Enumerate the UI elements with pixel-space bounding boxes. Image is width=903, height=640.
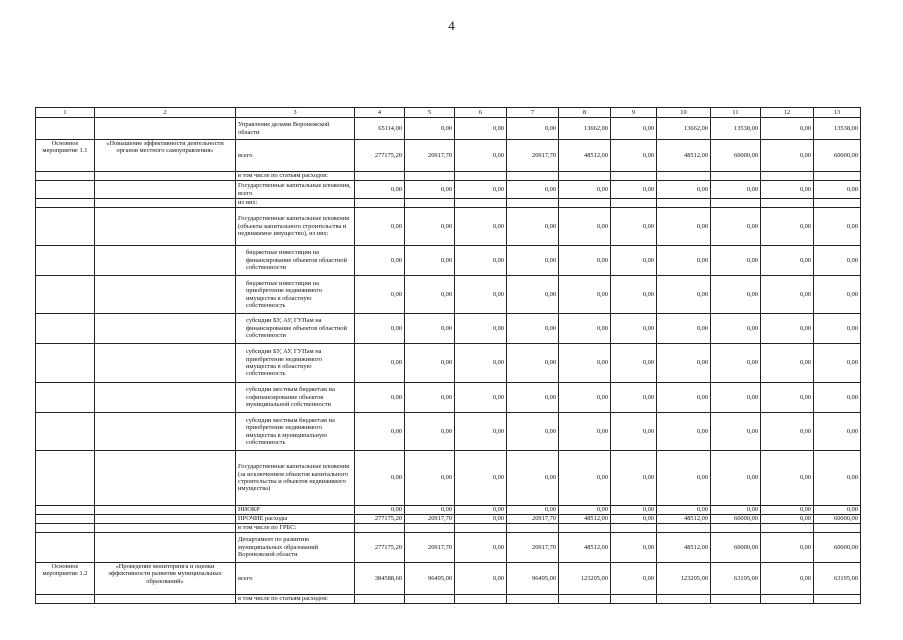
value-cell [814, 595, 861, 604]
value-cell: 0,00 [507, 344, 559, 383]
activity-name-cell: «Проведение мониторинга и оценки эффективности развития муниципальных образований» [95, 563, 236, 595]
value-cell [405, 524, 455, 533]
value-cell: 0,00 [405, 451, 455, 506]
value-cell: 0,00 [814, 451, 861, 506]
value-cell: 0,00 [559, 181, 611, 199]
table-row [36, 515, 861, 524]
value-cell: 0,00 [405, 118, 455, 140]
value-cell: 277175,20 [355, 515, 405, 524]
value-cell: 0,00 [761, 506, 814, 515]
expense-item-cell: всего [236, 563, 355, 595]
activity-code-cell: Основное мероприятие 1.2 [36, 563, 95, 595]
value-cell: 0,00 [507, 118, 559, 140]
value-cell: 65114,00 [355, 118, 405, 140]
value-cell: 0,00 [611, 383, 657, 413]
value-cell: 0,00 [711, 314, 761, 344]
value-cell: 0,00 [405, 246, 455, 276]
value-cell [355, 172, 405, 181]
table-row [36, 276, 861, 314]
value-cell [814, 199, 861, 208]
value-cell: 0,00 [507, 246, 559, 276]
activity-code-cell [36, 276, 95, 314]
value-cell: 123205,00 [559, 563, 611, 595]
value-cell: 0,00 [761, 413, 814, 451]
value-cell: 0,00 [455, 314, 507, 344]
value-cell [455, 595, 507, 604]
value-cell [711, 199, 761, 208]
expense-item-cell: в том числе по статьям расходов: [236, 595, 355, 604]
activity-code-cell [36, 524, 95, 533]
value-cell: 20917,70 [507, 533, 559, 563]
expense-item-cell: всего [236, 140, 355, 172]
value-cell: 0,00 [711, 246, 761, 276]
value-cell: 13538,00 [711, 118, 761, 140]
value-cell: 277175,20 [355, 140, 405, 172]
value-cell: 0,00 [355, 451, 405, 506]
value-cell: 0,00 [657, 276, 711, 314]
activity-name-cell [95, 533, 236, 563]
activity-name-cell [95, 118, 236, 140]
expense-item-cell: в том числе по статьям расходов: [236, 172, 355, 181]
value-cell: 0,00 [559, 246, 611, 276]
value-cell: 0,00 [761, 118, 814, 140]
value-cell: 0,00 [657, 181, 711, 199]
value-cell: 0,00 [657, 208, 711, 246]
column-header: 13 [814, 108, 861, 118]
value-cell: 13662,00 [657, 118, 711, 140]
value-cell: 0,00 [761, 563, 814, 595]
value-cell: 0,00 [611, 140, 657, 172]
expense-item-cell: субсидии БУ, АУ, ГУПам на приобретение недвижимого имущества в областную собственность [236, 344, 355, 383]
value-cell: 0,00 [455, 140, 507, 172]
value-cell: 0,00 [355, 208, 405, 246]
value-cell: 60000,00 [814, 515, 861, 524]
expense-item-cell: Государственные капитальные вложения (за исключением объектов капитального строительства и объектов недвижимого имущества) [236, 451, 355, 506]
value-cell: 96495,00 [405, 563, 455, 595]
value-cell: 0,00 [761, 451, 814, 506]
value-cell: 48512,00 [559, 140, 611, 172]
value-cell: 0,00 [455, 208, 507, 246]
value-cell: 0,00 [761, 246, 814, 276]
column-header: 7 [507, 108, 559, 118]
value-cell: 0,00 [657, 506, 711, 515]
value-cell: 0,00 [761, 533, 814, 563]
value-cell: 123205,00 [657, 563, 711, 595]
activity-name-cell [95, 413, 236, 451]
table-row [36, 563, 861, 595]
table-row [36, 524, 861, 533]
value-cell: 0,00 [761, 515, 814, 524]
value-cell: 0,00 [814, 314, 861, 344]
value-cell: 0,00 [761, 314, 814, 344]
value-cell: 0,00 [761, 140, 814, 172]
value-cell: 0,00 [355, 383, 405, 413]
expense-item-cell: бюджетные инвестиции на финансирование объектов областной собственности [236, 246, 355, 276]
value-cell: 0,00 [611, 314, 657, 344]
value-cell [814, 524, 861, 533]
value-cell [559, 199, 611, 208]
value-cell: 0,00 [455, 344, 507, 383]
expense-item-cell: Государственные капитальные вложения (объекты капитального строительства и недвижимое имущество), из них: [236, 208, 355, 246]
table-row [36, 140, 861, 172]
value-cell: 0,00 [761, 383, 814, 413]
table-row [36, 533, 861, 563]
value-cell: 0,00 [814, 246, 861, 276]
value-cell: 0,00 [355, 506, 405, 515]
expense-item-cell: ПРОЧИЕ расходы [236, 515, 355, 524]
value-cell: 0,00 [611, 563, 657, 595]
value-cell [711, 524, 761, 533]
value-cell: 0,00 [711, 276, 761, 314]
value-cell: 0,00 [711, 181, 761, 199]
value-cell: 0,00 [405, 314, 455, 344]
value-cell: 0,00 [455, 451, 507, 506]
activity-code-cell [36, 451, 95, 506]
value-cell: 0,00 [814, 181, 861, 199]
table-row [36, 199, 861, 208]
activity-code-cell [36, 181, 95, 199]
value-cell [611, 524, 657, 533]
value-cell [355, 595, 405, 604]
value-cell: 60000,00 [711, 140, 761, 172]
value-cell [405, 199, 455, 208]
value-cell [711, 172, 761, 181]
table-row [36, 118, 861, 140]
value-cell: 20917,70 [405, 140, 455, 172]
table-row [36, 246, 861, 276]
activity-name-cell: «Повышение эффективности деятельности органов местного самоуправления» [95, 140, 236, 172]
value-cell: 0,00 [455, 563, 507, 595]
value-cell: 0,00 [814, 383, 861, 413]
column-header: 6 [455, 108, 507, 118]
value-cell: 0,00 [455, 413, 507, 451]
expense-item-cell: Государственные капитальные вложения, всего [236, 181, 355, 199]
column-header: 10 [657, 108, 711, 118]
activity-code-cell [36, 199, 95, 208]
activity-name-cell [95, 181, 236, 199]
value-cell: 0,00 [657, 246, 711, 276]
value-cell: 63195,00 [814, 563, 861, 595]
value-cell: 0,00 [559, 451, 611, 506]
value-cell: 277175,20 [355, 533, 405, 563]
value-cell: 0,00 [405, 208, 455, 246]
expense-item-cell: Департамент по развитию муниципальных образований Воронежской области [236, 533, 355, 563]
value-cell: 48512,00 [657, 515, 711, 524]
value-cell: 0,00 [611, 451, 657, 506]
value-cell: 0,00 [355, 276, 405, 314]
value-cell: 0,00 [611, 515, 657, 524]
table-row [36, 451, 861, 506]
value-cell: 0,00 [405, 383, 455, 413]
table-row [36, 344, 861, 383]
activity-code-cell [36, 413, 95, 451]
value-cell [761, 595, 814, 604]
value-cell: 0,00 [455, 533, 507, 563]
activity-code-cell [36, 515, 95, 524]
value-cell: 0,00 [455, 118, 507, 140]
table-row [36, 506, 861, 515]
activity-name-cell [95, 208, 236, 246]
value-cell: 0,00 [405, 344, 455, 383]
value-cell: 0,00 [611, 413, 657, 451]
column-header: 12 [761, 108, 814, 118]
value-cell: 20917,70 [507, 515, 559, 524]
value-cell: 60000,00 [814, 140, 861, 172]
activity-name-cell [95, 515, 236, 524]
activity-name-cell [95, 314, 236, 344]
value-cell: 0,00 [507, 181, 559, 199]
value-cell [657, 524, 711, 533]
value-cell: 0,00 [507, 506, 559, 515]
column-header: 2 [95, 108, 236, 118]
page-number: 4 [448, 18, 455, 33]
value-cell: 0,00 [611, 344, 657, 383]
value-cell: 0,00 [657, 451, 711, 506]
value-cell [761, 172, 814, 181]
expense-item-cell: Управление делами Воронежской области [236, 118, 355, 140]
value-cell: 0,00 [559, 344, 611, 383]
value-cell: 0,00 [657, 314, 711, 344]
value-cell: 0,00 [355, 344, 405, 383]
activity-code-cell [36, 344, 95, 383]
value-cell: 48512,00 [657, 140, 711, 172]
table-row [36, 595, 861, 604]
value-cell [405, 595, 455, 604]
value-cell: 0,00 [657, 344, 711, 383]
value-cell: 384588,60 [355, 563, 405, 595]
value-cell: 0,00 [405, 181, 455, 199]
activity-name-cell [95, 383, 236, 413]
activity-code-cell [36, 533, 95, 563]
column-header: 11 [711, 108, 761, 118]
activity-name-cell [95, 199, 236, 208]
value-cell [507, 199, 559, 208]
activity-code-cell: Основное мероприятие 1.1 [36, 140, 95, 172]
expense-item-cell: из них: [236, 199, 355, 208]
activity-name-cell [95, 172, 236, 181]
value-cell: 0,00 [711, 451, 761, 506]
activity-code-cell [36, 383, 95, 413]
value-cell: 0,00 [455, 515, 507, 524]
expense-item-cell: субсидии местным бюджетам на приобретение недвижимого имущества в муниципальную собственность [236, 413, 355, 451]
value-cell [507, 524, 559, 533]
value-cell: 0,00 [761, 208, 814, 246]
expense-item-cell: НИОКР [236, 506, 355, 515]
value-cell: 48512,00 [657, 533, 711, 563]
value-cell [455, 524, 507, 533]
value-cell: 0,00 [814, 413, 861, 451]
value-cell: 20917,70 [507, 140, 559, 172]
activity-code-cell [36, 595, 95, 604]
value-cell: 0,00 [507, 314, 559, 344]
value-cell: 0,00 [455, 383, 507, 413]
value-cell: 0,00 [814, 506, 861, 515]
value-cell [507, 172, 559, 181]
column-header: 8 [559, 108, 611, 118]
value-cell: 0,00 [814, 276, 861, 314]
value-cell: 13538,00 [814, 118, 861, 140]
activity-code-cell [36, 208, 95, 246]
expense-item-cell: субсидии БУ, АУ, ГУПам на финансирование объектов областной собственности [236, 314, 355, 344]
value-cell: 20917,70 [405, 515, 455, 524]
value-cell: 0,00 [507, 383, 559, 413]
header-row [36, 108, 861, 118]
activity-name-cell [95, 506, 236, 515]
value-cell [657, 595, 711, 604]
value-cell: 0,00 [559, 276, 611, 314]
activity-name-cell [95, 246, 236, 276]
value-cell: 13662,00 [559, 118, 611, 140]
value-cell: 0,00 [611, 276, 657, 314]
value-cell: 20917,70 [405, 533, 455, 563]
value-cell: 0,00 [611, 181, 657, 199]
value-cell: 0,00 [559, 383, 611, 413]
value-cell: 0,00 [711, 413, 761, 451]
value-cell: 0,00 [711, 506, 761, 515]
value-cell [355, 199, 405, 208]
value-cell [657, 172, 711, 181]
value-cell: 0,00 [355, 181, 405, 199]
value-cell: 0,00 [455, 276, 507, 314]
activity-code-cell [36, 246, 95, 276]
value-cell: 0,00 [455, 506, 507, 515]
value-cell: 0,00 [559, 314, 611, 344]
value-cell: 0,00 [507, 208, 559, 246]
table-row [36, 383, 861, 413]
value-cell [657, 199, 711, 208]
table-row [36, 413, 861, 451]
expense-item-cell: в том числе по ГРБС: [236, 524, 355, 533]
value-cell: 96495,00 [507, 563, 559, 595]
value-cell [355, 524, 405, 533]
value-cell: 0,00 [405, 276, 455, 314]
value-cell: 63195,00 [711, 563, 761, 595]
value-cell: 0,00 [405, 506, 455, 515]
value-cell: 0,00 [761, 344, 814, 383]
value-cell: 0,00 [611, 246, 657, 276]
value-cell: 0,00 [455, 181, 507, 199]
activity-name-cell [95, 595, 236, 604]
value-cell: 0,00 [814, 344, 861, 383]
activity-name-cell [95, 451, 236, 506]
value-cell: 60000,00 [814, 533, 861, 563]
value-cell [814, 172, 861, 181]
activity-code-cell [36, 118, 95, 140]
expense-item-cell: бюджетные инвестиции на приобретение недвижимого имущества в областную собственность [236, 276, 355, 314]
value-cell [455, 199, 507, 208]
value-cell: 0,00 [559, 506, 611, 515]
column-header: 9 [611, 108, 657, 118]
value-cell [711, 595, 761, 604]
column-header: 1 [36, 108, 95, 118]
activity-name-cell [95, 344, 236, 383]
value-cell: 0,00 [559, 208, 611, 246]
value-cell [405, 172, 455, 181]
value-cell: 60000,00 [711, 515, 761, 524]
value-cell: 0,00 [711, 344, 761, 383]
value-cell: 0,00 [559, 413, 611, 451]
value-cell: 0,00 [611, 118, 657, 140]
column-header: 5 [405, 108, 455, 118]
value-cell [559, 172, 611, 181]
table-row [36, 172, 861, 181]
value-cell: 0,00 [507, 451, 559, 506]
value-cell: 0,00 [611, 533, 657, 563]
value-cell: 0,00 [507, 276, 559, 314]
value-cell: 0,00 [761, 276, 814, 314]
value-cell [761, 199, 814, 208]
value-cell: 0,00 [657, 413, 711, 451]
value-cell: 0,00 [355, 246, 405, 276]
value-cell: 0,00 [611, 506, 657, 515]
value-cell: 48512,00 [559, 515, 611, 524]
value-cell: 48512,00 [559, 533, 611, 563]
activity-name-cell [95, 524, 236, 533]
value-cell: 0,00 [507, 413, 559, 451]
column-header: 3 [236, 108, 355, 118]
table-row [36, 314, 861, 344]
value-cell: 0,00 [611, 208, 657, 246]
column-header: 4 [355, 108, 405, 118]
value-cell: 0,00 [711, 208, 761, 246]
value-cell [611, 199, 657, 208]
budget-table [35, 107, 861, 604]
value-cell [559, 595, 611, 604]
value-cell: 0,00 [455, 246, 507, 276]
value-cell: 60000,00 [711, 533, 761, 563]
table-row [36, 208, 861, 246]
value-cell: 0,00 [761, 181, 814, 199]
value-cell [559, 524, 611, 533]
expense-item-cell: субсидии местным бюджетам на софинансирование объектов муниципальной собственности [236, 383, 355, 413]
value-cell [761, 524, 814, 533]
value-cell: 0,00 [657, 383, 711, 413]
table-row [36, 181, 861, 199]
activity-code-cell [36, 314, 95, 344]
value-cell: 0,00 [814, 208, 861, 246]
value-cell: 0,00 [405, 413, 455, 451]
activity-name-cell [95, 276, 236, 314]
value-cell [507, 595, 559, 604]
value-cell: 0,00 [711, 383, 761, 413]
value-cell [455, 172, 507, 181]
value-cell: 0,00 [355, 314, 405, 344]
value-cell: 0,00 [355, 413, 405, 451]
activity-code-cell [36, 172, 95, 181]
activity-code-cell [36, 506, 95, 515]
value-cell [611, 595, 657, 604]
value-cell [611, 172, 657, 181]
